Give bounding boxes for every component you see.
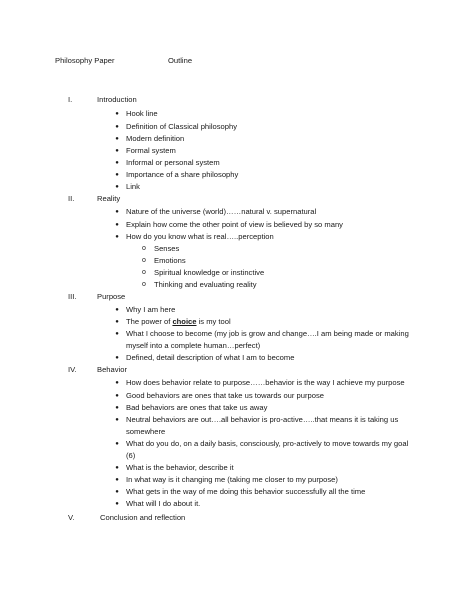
choice-suffix: is my tool: [196, 317, 231, 326]
bullet-icon: ●: [115, 355, 119, 361]
bullet-icon: ●: [115, 111, 119, 117]
outline-item: Neutral behaviors are out….all behavior is pro-active…..that means it is taking us: [126, 415, 399, 424]
outline-item: How does behavior relate to purpose……behavior is the way I achieve my purpose: [126, 378, 405, 387]
outline-item-choice: [126, 318, 231, 326]
bullet-icon: ●: [115, 489, 119, 495]
bullet-icon: ●: [115, 234, 119, 240]
outline-item: What gets in the way of me doing this behavior successfully all the time: [126, 487, 366, 496]
outline-item: What will I do about it.: [126, 499, 201, 508]
bullet-icon: ●: [115, 172, 119, 178]
outline-item-continued: (6): [126, 451, 136, 460]
bullet-icon: ●: [115, 307, 119, 313]
outline-item: Informal or personal system: [126, 158, 220, 167]
outline-item: Link: [126, 182, 140, 191]
outline-item: What I choose to become (my job is grow and change….I am being made or making: [126, 329, 409, 338]
outline-item: Modern definition: [126, 134, 185, 143]
outline-subitem: Senses: [154, 244, 180, 253]
document-title: Philosophy Paper: [55, 56, 115, 65]
outline-item-continued: myself into a complete human…perfect): [126, 341, 261, 350]
bullet-icon: ●: [115, 501, 119, 507]
bullet-icon: ●: [115, 136, 119, 142]
outline-item: In what way is it changing me (taking me closer to my purpose): [126, 475, 338, 484]
outline-item: Nature of the universe (world)……natural v. supernatural: [126, 207, 317, 216]
bullet-icon: ●: [115, 319, 119, 325]
choice-prefix: The power of: [126, 317, 173, 326]
bullet-icon: ●: [115, 209, 119, 215]
bullet-icon: ●: [115, 331, 119, 337]
outline-item: Explain how come the other point of view is believed by so many: [126, 220, 343, 229]
outline-item-continued: somewhere: [126, 427, 166, 436]
section-numeral-5: V.: [68, 513, 75, 522]
bullet-icon: ●: [115, 477, 119, 483]
bullet-icon: ●: [115, 417, 119, 423]
section-numeral-3: III.: [68, 292, 77, 301]
section-title-reality: Reality: [97, 194, 121, 203]
outline-subitem: Thinking and evaluating reality: [154, 280, 257, 289]
bullet-icon: ●: [115, 184, 119, 190]
choice-emphasis: choice: [172, 317, 197, 326]
bullet-icon: ●: [115, 124, 119, 130]
section-title-purpose: Purpose: [97, 292, 126, 301]
section-title-behavior: Behavior: [97, 365, 127, 374]
outline-item: Formal system: [126, 146, 176, 155]
outline-item: How do you know what is real…..perception: [126, 232, 274, 241]
bullet-icon: ●: [115, 393, 119, 399]
bullet-icon: ●: [115, 148, 119, 154]
outline-item: Definition of Classical philosophy: [126, 122, 238, 131]
document-subtitle: Outline: [168, 56, 193, 65]
outline-item: Why I am here: [126, 305, 176, 314]
outline-item: Defined, detail description of what I am to become: [126, 353, 295, 362]
outline-item: Bad behaviors are ones that take us away: [126, 403, 268, 412]
bullet-icon: ●: [115, 441, 119, 447]
outline-item: Good behaviors are ones that take us towards our purpose: [126, 391, 324, 400]
outline-item: What do you do, on a daily basis, consciously, pro-actively to move towards my goal: [126, 439, 409, 448]
outline-item: Hook line: [126, 109, 158, 118]
bullet-icon: ●: [115, 160, 119, 166]
section-numeral-2: II.: [68, 194, 75, 203]
section-title-introduction: Introduction: [97, 95, 137, 104]
bullet-icon: ●: [115, 380, 119, 386]
sub-bullet-icon: o: [142, 257, 146, 264]
bullet-icon: ●: [115, 465, 119, 471]
bullet-icon: ●: [115, 222, 119, 228]
outline-item: What is the behavior, describe it: [126, 463, 234, 472]
outline-subitem: Spiritual knowledge or instinctive: [154, 268, 265, 277]
outline-subitem: Emotions: [154, 256, 186, 265]
bullet-icon: ●: [115, 405, 119, 411]
sub-bullet-icon: o: [142, 269, 146, 276]
section-numeral-4: IV.: [68, 365, 77, 374]
sub-bullet-icon: o: [142, 245, 146, 252]
outline-item: Importance of a share philosophy: [126, 170, 239, 179]
sub-bullet-icon: o: [142, 281, 146, 288]
section-numeral-1: I.: [68, 95, 73, 104]
section-title-conclusion: Conclusion and reflection: [100, 513, 186, 522]
